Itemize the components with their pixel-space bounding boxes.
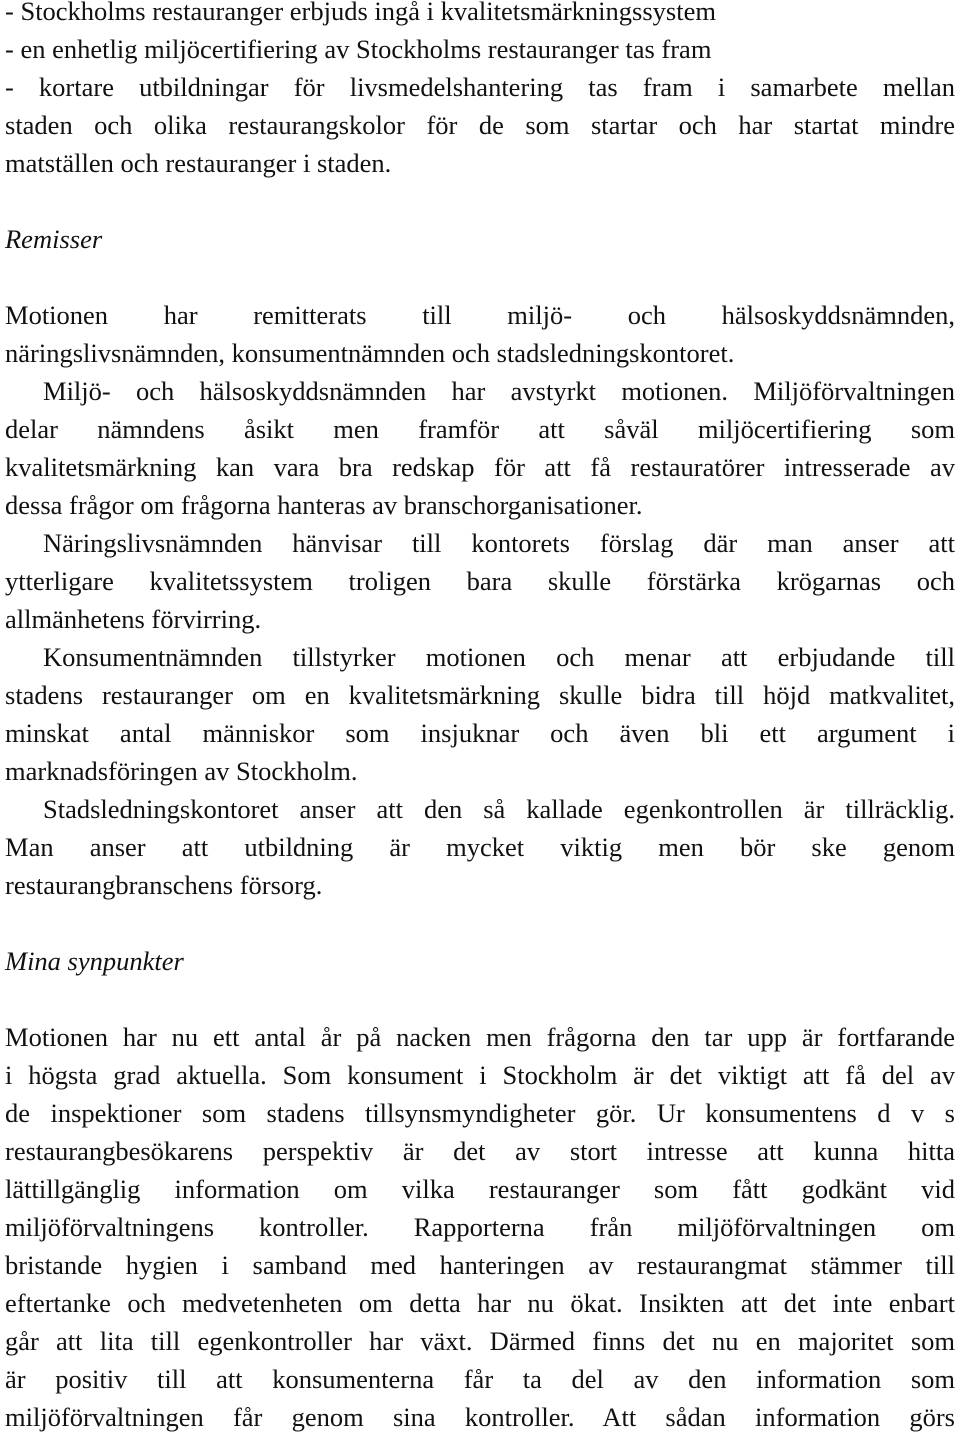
- paragraph-line: restaurangbranschens försorg.: [5, 870, 323, 900]
- paragraph-line: eftertanke och medvetenheten om detta har nu ökat. Insikten att det inte enbart: [5, 1288, 955, 1318]
- paragraph-line: minskat antal människor som insjuknar och även bli ett argument i: [5, 718, 955, 748]
- remisser-paragraph-4: [5, 638, 955, 790]
- paragraph-line: ytterligare kvalitetssystem troligen bara skulle förstärka krögarnas och: [5, 566, 955, 596]
- paragraph-line: lättillgänglig information om vilka restauranger som fått godkänt vid: [5, 1174, 955, 1204]
- intro-list: [5, 0, 955, 182]
- paragraph-line: går att lita till egenkontroller har växt. Därmed finns det nu en majoritet som: [5, 1326, 955, 1356]
- paragraph-line: Motionen har remitterats till miljö- och hälsoskyddsnämnden,: [5, 300, 955, 330]
- list-item: - kortare utbildningar för livsmedelshantering tas fram i samarbete mellan: [5, 72, 955, 102]
- paragraph-line: Stadsledningskontoret anser att den så kallade egenkontrollen är tillräcklig.: [43, 794, 955, 824]
- paragraph-line: stadens restauranger om en kvalitetsmärkning skulle bidra till höjd matkvalitet,: [5, 680, 955, 710]
- paragraph-line: dessa frågor om frågorna hanteras av branschorganisationer.: [5, 490, 643, 520]
- paragraph-line: Näringslivsnämnden hänvisar till kontorets förslag där man anser att: [43, 528, 955, 558]
- paragraph-line: Man anser att utbildning är mycket viktig men bör ske genom: [5, 832, 955, 862]
- list-item: - Stockholms restauranger erbjuds ingå i kvalitetsmärkningssystem: [5, 0, 716, 26]
- paragraph-line: marknadsföringen av Stockholm.: [5, 756, 358, 786]
- paragraph-line: är positiv till att konsumenterna får ta del av den information som: [5, 1364, 955, 1394]
- section-heading-synpunkter: Mina synpunkter: [5, 946, 184, 976]
- paragraph-line: Konsumentnämnden tillstyrker motionen och menar att erbjudande till: [43, 642, 955, 672]
- paragraph-line: de inspektioner som stadens tillsynsmyndigheter gör. Ur konsumentens d v s: [5, 1098, 955, 1128]
- paragraph-line: näringslivsnämnden, konsumentnämnden och stadsledningskontoret.: [5, 338, 735, 368]
- paragraph-line: Miljö- och hälsoskyddsnämnden har avstyrkt motionen. Miljöförvaltningen: [43, 376, 955, 406]
- remisser-paragraph-2: [5, 372, 955, 524]
- remisser-paragraph-3: [5, 524, 955, 638]
- remisser-paragraph-5: [5, 790, 955, 904]
- list-item-continuation: staden och olika restaurangskolor för de som startar och har startat mindre: [5, 110, 955, 140]
- paragraph-line: bristande hygien i samband med hanteringen av restaurangmat stämmer till: [5, 1250, 955, 1280]
- list-item-continuation: matställen och restauranger i staden.: [5, 148, 392, 178]
- paragraph-line: miljöförvaltningens kontroller. Rapporterna från miljöförvaltningen om: [5, 1212, 955, 1242]
- paragraph-line: restaurangbesökarens perspektiv är det av stort intresse att kunna hitta: [5, 1136, 955, 1166]
- document-page: [5, 0, 955, 1436]
- remisser-paragraph-1: [5, 296, 955, 372]
- paragraph-line: Motionen har nu ett antal år på nacken men frågorna den tar upp är fortfarande: [5, 1022, 955, 1052]
- paragraph-line: allmänhetens förvirring.: [5, 604, 262, 634]
- section-heading-remisser: Remisser: [5, 224, 103, 254]
- paragraph-line: i högsta grad aktuella. Som konsument i Stockholm är det viktigt att få del av: [5, 1060, 955, 1090]
- list-item: - en enhetlig miljöcertifiering av Stockholms restauranger tas fram: [5, 34, 712, 64]
- paragraph-line: delar nämndens åsikt men framför att såväl miljöcertifiering som: [5, 414, 955, 444]
- synpunkter-paragraph: [5, 1018, 955, 1436]
- paragraph-line: kvalitetsmärkning kan vara bra redskap för att få restauratörer intresserade av: [5, 452, 955, 482]
- paragraph-line: miljöförvaltningen får genom sina kontroller. Att sådan information görs: [5, 1402, 955, 1432]
